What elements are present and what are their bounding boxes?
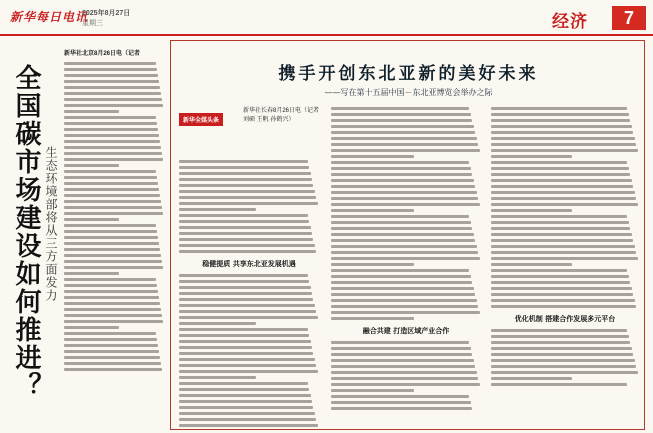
feature-headline: 携手开创东北亚新的美好未来 <box>278 64 539 84</box>
text-line <box>64 290 158 293</box>
text-line <box>179 334 309 337</box>
text-line <box>491 287 632 290</box>
text-line <box>331 167 471 170</box>
text-line <box>491 167 629 170</box>
text-line <box>331 251 478 254</box>
text-line <box>64 218 119 221</box>
text-line <box>179 202 318 205</box>
text-line <box>331 221 471 224</box>
feature-column-3 <box>491 107 639 427</box>
text-line <box>331 161 469 164</box>
text-line <box>64 86 160 89</box>
text-line <box>331 257 480 260</box>
text-line <box>179 238 313 241</box>
text-line <box>331 305 478 308</box>
text-line <box>179 370 318 373</box>
issue-date: 2025年8月27日 <box>82 10 131 17</box>
text-line <box>64 236 158 239</box>
text-line <box>331 155 414 158</box>
text-line <box>64 194 160 197</box>
text-line <box>64 254 161 257</box>
text-line <box>331 299 477 302</box>
text-line <box>331 341 469 344</box>
text-line <box>179 352 313 355</box>
text-line <box>491 293 633 296</box>
text-line <box>491 233 632 236</box>
text-line <box>179 214 308 217</box>
text-line <box>331 215 469 218</box>
text-line <box>64 338 157 341</box>
text-line <box>179 364 316 367</box>
text-line <box>64 116 156 119</box>
text-line <box>331 245 477 248</box>
text-line <box>179 172 311 175</box>
text-line <box>64 170 156 173</box>
text-line <box>64 296 159 299</box>
masthead-rule <box>0 34 653 36</box>
text-line <box>179 406 313 409</box>
column-2-text-a <box>331 107 481 320</box>
text-line <box>179 178 312 181</box>
text-line <box>491 131 633 134</box>
text-line <box>331 359 474 362</box>
text-line <box>331 269 469 272</box>
feature-byline: 新华社长春8月26日电（记者 刘硕 王帆 孙鹤兴） <box>243 108 320 123</box>
text-line <box>331 263 414 266</box>
text-line <box>64 80 159 83</box>
text-line <box>179 358 315 361</box>
text-line <box>491 203 638 206</box>
text-line <box>64 314 162 317</box>
text-line <box>331 227 472 230</box>
text-line <box>179 346 312 349</box>
text-line <box>179 166 309 169</box>
text-line <box>64 350 159 353</box>
text-line <box>491 137 635 140</box>
text-line <box>491 239 633 242</box>
text-line <box>64 344 158 347</box>
text-line <box>64 368 162 371</box>
text-line <box>331 365 475 368</box>
feature-article <box>170 40 645 430</box>
feature-column-1 <box>179 107 319 427</box>
text-line <box>491 263 572 266</box>
section-title: 经济 <box>552 12 588 32</box>
text-line <box>179 316 318 319</box>
text-line <box>491 215 627 218</box>
text-line <box>491 149 638 152</box>
text-line <box>331 179 474 182</box>
text-line <box>491 341 630 344</box>
text-line <box>179 226 311 229</box>
page-number: 7 <box>612 6 646 30</box>
text-line <box>179 298 313 301</box>
text-line <box>179 388 309 391</box>
text-line <box>64 326 119 329</box>
text-line <box>179 328 308 331</box>
text-line <box>179 220 309 223</box>
text-line <box>331 131 475 134</box>
text-line <box>491 173 630 176</box>
text-line <box>331 113 471 116</box>
text-line <box>64 260 162 263</box>
text-line <box>491 347 632 350</box>
text-line <box>64 176 157 179</box>
text-line <box>179 280 309 283</box>
text-line <box>331 275 471 278</box>
text-line <box>491 185 633 188</box>
text-line <box>491 161 627 164</box>
text-line <box>64 200 161 203</box>
text-line <box>64 140 160 143</box>
text-line <box>64 152 162 155</box>
text-line <box>331 107 469 110</box>
text-line <box>331 293 475 296</box>
text-line <box>491 383 627 386</box>
text-line <box>491 359 635 362</box>
column-1-text-b <box>179 274 319 427</box>
text-line <box>491 125 632 128</box>
left-article-body <box>64 62 164 432</box>
text-line <box>331 347 471 350</box>
text-line <box>64 110 119 113</box>
subsection-heading-1: 稳健提质 共享东北亚发展机遇 <box>202 259 296 268</box>
text-line <box>491 377 572 380</box>
text-line <box>179 244 315 247</box>
text-line <box>179 304 315 307</box>
text-line <box>64 62 156 65</box>
text-line <box>331 353 472 356</box>
text-line <box>64 356 160 359</box>
feature-tag: 新华全媒头条 <box>179 113 223 126</box>
text-line <box>64 92 161 95</box>
feature-column-2 <box>331 107 481 427</box>
text-line <box>64 128 158 131</box>
text-line <box>491 119 630 122</box>
text-line <box>179 160 308 163</box>
text-line <box>64 104 163 107</box>
text-line <box>491 209 572 212</box>
text-line <box>331 401 471 404</box>
text-line <box>179 424 318 427</box>
text-line <box>64 320 163 323</box>
text-line <box>491 113 629 116</box>
text-line <box>331 377 478 380</box>
column-1-text-a <box>179 160 319 253</box>
text-line <box>491 299 635 302</box>
text-line <box>179 382 308 385</box>
text-line <box>179 376 256 379</box>
text-line <box>64 188 159 191</box>
text-line <box>491 143 636 146</box>
newspaper-brand: 新华每日电讯 <box>10 10 89 24</box>
text-line <box>491 197 636 200</box>
text-line <box>331 389 414 392</box>
text-line <box>331 395 469 398</box>
text-line <box>491 269 627 272</box>
text-line <box>491 365 636 368</box>
text-line <box>64 158 163 161</box>
left-article-headline: 全国碳市场建设如何推进？ <box>11 64 41 400</box>
text-line <box>331 239 475 242</box>
text-line <box>491 155 572 158</box>
text-line <box>64 278 156 281</box>
text-line <box>179 208 256 211</box>
column-2-text-b <box>331 341 481 410</box>
text-line <box>331 185 475 188</box>
text-line <box>179 232 312 235</box>
text-line <box>64 266 163 269</box>
text-line <box>64 242 159 245</box>
text-line <box>64 362 161 365</box>
text-line <box>491 191 635 194</box>
text-line <box>491 275 629 278</box>
text-line <box>64 182 158 185</box>
text-line <box>331 197 478 200</box>
text-line <box>179 394 311 397</box>
text-line <box>179 418 316 421</box>
text-line <box>491 107 627 110</box>
text-line <box>491 335 629 338</box>
text-line <box>179 292 312 295</box>
feature-subheadline-text: ——写在第十五届中国－东北亚博览会举办之际 <box>324 88 493 97</box>
text-line <box>331 209 414 212</box>
text-line <box>179 412 315 415</box>
text-line <box>179 400 312 403</box>
text-line <box>179 190 315 193</box>
subsection-heading-2: 融合共建 打造区域产业合作 <box>362 326 450 335</box>
text-line <box>64 206 162 209</box>
text-line <box>331 281 472 284</box>
subsection-heading-3: 优化机制 搭建合作发展多元平台 <box>514 314 616 323</box>
text-line <box>491 305 636 308</box>
text-line <box>491 245 635 248</box>
text-line <box>331 317 414 320</box>
text-line <box>64 302 160 305</box>
text-line <box>331 143 478 146</box>
text-line <box>179 286 311 289</box>
text-line <box>491 179 632 182</box>
text-line <box>64 74 158 77</box>
column-3-text-a <box>491 107 639 308</box>
text-line <box>64 134 159 137</box>
text-line <box>179 340 311 343</box>
text-line <box>64 68 157 71</box>
text-line <box>331 191 477 194</box>
text-line <box>64 146 161 149</box>
text-line <box>179 274 308 277</box>
text-line <box>179 250 316 253</box>
text-line <box>491 371 638 374</box>
text-line <box>64 308 161 311</box>
left-article-subheadline: 生态环境部将从三方面发力 <box>44 146 58 302</box>
text-line <box>64 332 156 335</box>
text-line <box>64 224 156 227</box>
text-line <box>64 230 157 233</box>
masthead <box>0 0 653 36</box>
text-line <box>64 248 160 251</box>
text-line <box>331 119 472 122</box>
text-line <box>491 227 630 230</box>
text-line <box>179 310 316 313</box>
text-line <box>331 137 477 140</box>
text-line <box>491 329 627 332</box>
text-line <box>491 353 633 356</box>
text-line <box>179 184 313 187</box>
text-line <box>331 287 474 290</box>
text-line <box>331 125 474 128</box>
text-line <box>331 173 472 176</box>
feature-subheadline <box>171 87 646 98</box>
left-article-dateline: 新华社北京8月26日电（记者 <box>64 51 141 56</box>
text-line <box>331 371 477 374</box>
text-line <box>64 98 162 101</box>
text-line <box>331 233 474 236</box>
text-line <box>64 212 163 215</box>
text-line <box>64 272 119 275</box>
issue-weekday: 星期三 <box>82 20 103 27</box>
text-line <box>331 383 480 386</box>
text-line <box>179 322 256 325</box>
text-line <box>491 221 629 224</box>
text-line <box>64 164 119 167</box>
text-line <box>491 281 630 284</box>
text-line <box>491 257 638 260</box>
column-3-text-b <box>491 329 639 386</box>
text-line <box>64 122 157 125</box>
text-line <box>64 284 157 287</box>
text-line <box>491 251 636 254</box>
text-line <box>331 203 480 206</box>
text-line <box>331 149 480 152</box>
text-line <box>331 407 472 410</box>
text-line <box>331 311 480 314</box>
text-line <box>179 196 316 199</box>
